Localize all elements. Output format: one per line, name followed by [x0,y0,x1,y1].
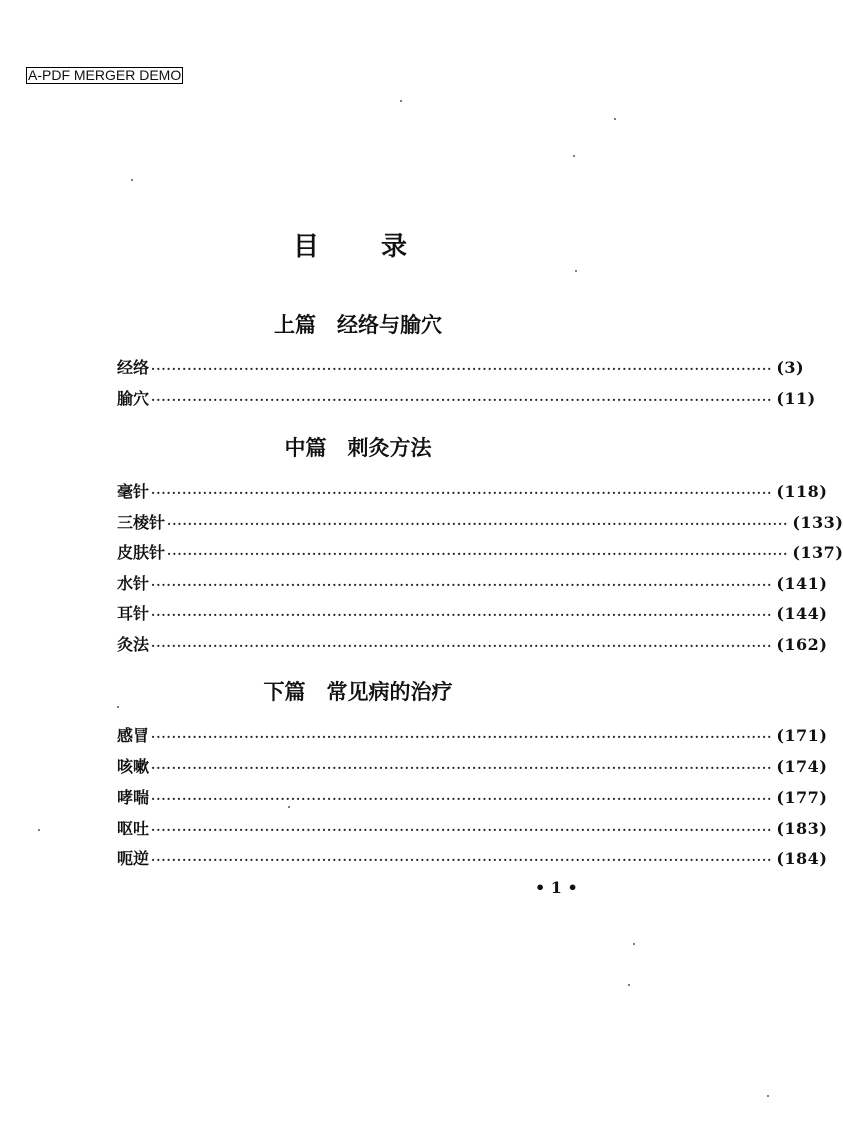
dot-leader: ························································································································ [167,547,789,561]
toc-entry[interactable] [117,355,805,377]
toc-entry[interactable] [117,816,828,838]
scan-speck [575,270,577,272]
toc-entry-page: (184) [776,849,828,868]
dot-leader: ························································································································ [151,486,773,500]
scan-speck [288,806,290,808]
toc-entry[interactable] [117,601,828,623]
dot-leader: ························································································································ [151,792,773,806]
scan-speck [573,155,575,157]
scan-speck [131,179,133,181]
toc-entry-name: 感冒 [117,726,150,745]
toc-entry-name: 水针 [117,574,150,593]
toc-entry-name: 三棱针 [117,513,166,532]
toc-entry-name: 经络 [117,358,150,377]
toc-entry-name: 哮喘 [117,788,150,807]
toc-entry-page: (3) [776,358,805,377]
dot-leader: ························································································································ [151,393,773,407]
dot-leader: ························································································································ [151,823,773,837]
toc-entry-name: 腧穴 [117,389,150,408]
toc-entry-name: 耳针 [117,604,150,623]
page-title: 目录 [292,232,469,262]
toc-entry-page: (11) [776,389,816,408]
scan-speck [614,118,616,120]
toc-entry-name: 呕吐 [117,819,150,838]
toc-entry-page: (171) [776,726,828,745]
dot-leader: ························································································································ [151,639,773,653]
toc-entry-page: (144) [776,604,828,623]
toc-entry[interactable] [117,571,828,593]
page-number: • 1 • [535,878,578,897]
toc-entry-page: (183) [776,819,828,838]
toc-entry-page: (133) [792,513,843,532]
dot-leader: ························································································································ [167,517,789,531]
scan-speck [767,1095,769,1097]
scan-speck [117,706,119,708]
toc-entry[interactable] [117,540,843,562]
toc-entry-name: 灸法 [117,635,150,654]
toc-entry-page: (162) [776,635,828,654]
toc-entry[interactable] [117,846,828,868]
toc-entry[interactable] [117,723,828,745]
scan-speck [400,100,402,102]
scan-speck [633,943,635,945]
toc-entry-page: (177) [776,788,828,807]
scan-speck [38,829,40,831]
section-heading-upper: 上篇 经络与腧穴 [274,313,442,337]
toc-entry-name: 皮肤针 [117,543,166,562]
toc-entry[interactable] [117,510,843,532]
toc-entry-page: (141) [776,574,828,593]
dot-leader: ························································································································ [151,608,773,622]
section-heading-lower: 下篇 常见病的治疗 [263,680,453,704]
toc-entry-name: 呃逆 [117,849,150,868]
scan-speck [628,984,630,986]
section-heading-middle: 中篇 刺灸方法 [284,436,432,460]
toc-entry[interactable] [117,479,828,501]
toc-entry[interactable] [117,386,816,408]
dot-leader: ························································································································ [151,362,773,376]
toc-entry-page: (137) [792,543,843,562]
watermark-label: A-PDF MERGER DEMO [28,67,182,83]
dot-leader: ························································································································ [151,761,773,775]
toc-entry[interactable] [117,632,828,654]
dot-leader: ························································································································ [151,578,773,592]
toc-entry[interactable] [117,754,828,776]
toc-entry-name: 毫针 [117,482,150,501]
toc-entry-page: (118) [776,482,828,501]
toc-entry-name: 咳嗽 [117,757,150,776]
dot-leader: ························································································································ [151,853,773,867]
dot-leader: ························································································································ [151,730,773,744]
toc-entry[interactable] [117,785,828,807]
toc-entry-page: (174) [776,757,828,776]
